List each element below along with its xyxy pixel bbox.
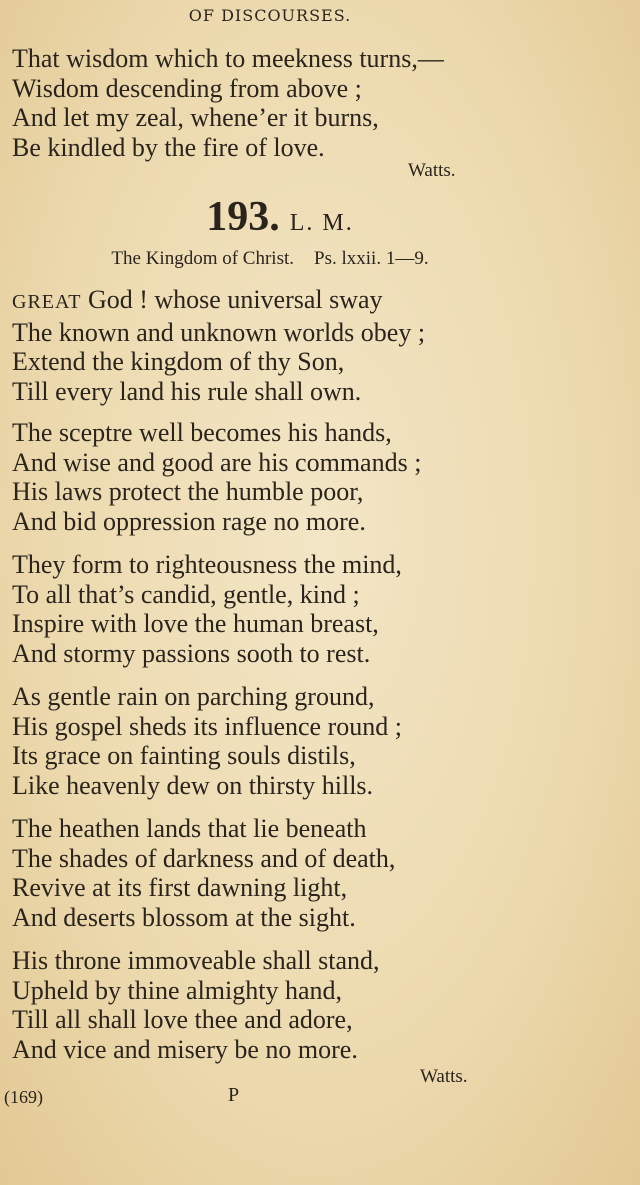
hymn-heading — [0, 193, 560, 241]
hymn-stanza-3 — [12, 550, 622, 668]
poem-line: Extend the kingdom of thy Son, — [12, 347, 345, 377]
page-number: (169) — [4, 1087, 43, 1107]
hymn-stanza-2 — [12, 418, 622, 536]
poem-line: As gentle rain on parching ground, — [12, 682, 375, 711]
poem-line: And deserts blossom at the sight. — [12, 902, 356, 932]
poem-line: They form to righteousness the mind, — [12, 550, 402, 579]
poem-line: That wisdom which to meekness turns,— — [12, 44, 444, 73]
printer-signature-mark: P — [228, 1084, 240, 1106]
poem-line: Inspire with love the human breast, — [12, 609, 379, 639]
poem-line: And wise and good are his commands ; — [12, 447, 422, 477]
hymn-stanza-1 — [12, 285, 622, 406]
poem-line: And let my zeal, whene’er it burns, — [12, 103, 379, 133]
running-head: OF DISCOURSES. — [188, 6, 352, 25]
poem-line: Like heavenly dew on thirsty hills. — [12, 770, 374, 800]
poem-line: His laws protect the humble poor, — [12, 477, 364, 507]
poem-line: And stormy passions sooth to rest. — [12, 638, 371, 668]
previous-hymn-stanza — [12, 44, 622, 162]
hymn-stanza-5 — [12, 814, 622, 932]
poem-line: Upheld by thine almighty hand, — [12, 975, 343, 1005]
poem-line: The shades of darkness and of death, — [12, 843, 396, 873]
poem-line — [12, 285, 622, 318]
poem-line: The known and unknown worlds obey ; — [12, 317, 426, 347]
hymn-title: The Kingdom of Christ. — [111, 248, 295, 269]
poem-line: Its grace on fainting souls distils, — [12, 741, 356, 771]
poem-line: The heathen lands that lie beneath — [12, 814, 367, 843]
poem-line: Be kindled by the fire of love. — [12, 132, 325, 162]
first-word-smallcaps: GREAT — [12, 291, 82, 313]
poem-line: The sceptre well becomes his hands, — [12, 418, 392, 447]
poem-line: And vice and misery be no more. — [12, 1034, 358, 1064]
scripture-reference: Ps. lxxii. 1—9. — [314, 248, 429, 269]
previous-hymn-author: Watts. — [408, 160, 456, 181]
hymn-number: 193. — [206, 194, 280, 240]
poem-line: Revive at its first dawning light, — [12, 873, 348, 903]
hymn-meter: L. M. — [289, 210, 354, 236]
hymn-author: Watts. — [420, 1066, 468, 1087]
hymn-subtitle — [0, 248, 540, 270]
poem-line: Till every land his rule shall own. — [12, 376, 362, 406]
hymn-stanza-6 — [12, 946, 622, 1064]
hymn-stanza-4 — [12, 682, 622, 800]
poem-line: To all that’s candid, gentle, kind ; — [12, 579, 360, 609]
poem-line: And bid oppression rage no more. — [12, 506, 366, 536]
poem-line: His throne immoveable shall stand, — [12, 946, 380, 975]
poem-line-text: God ! whose universal sway — [81, 285, 383, 314]
poem-line: His gospel sheds its influence round ; — [12, 711, 402, 741]
poem-line: Till all shall love thee and adore, — [12, 1005, 353, 1035]
poem-line: Wisdom descending from above ; — [12, 73, 362, 103]
